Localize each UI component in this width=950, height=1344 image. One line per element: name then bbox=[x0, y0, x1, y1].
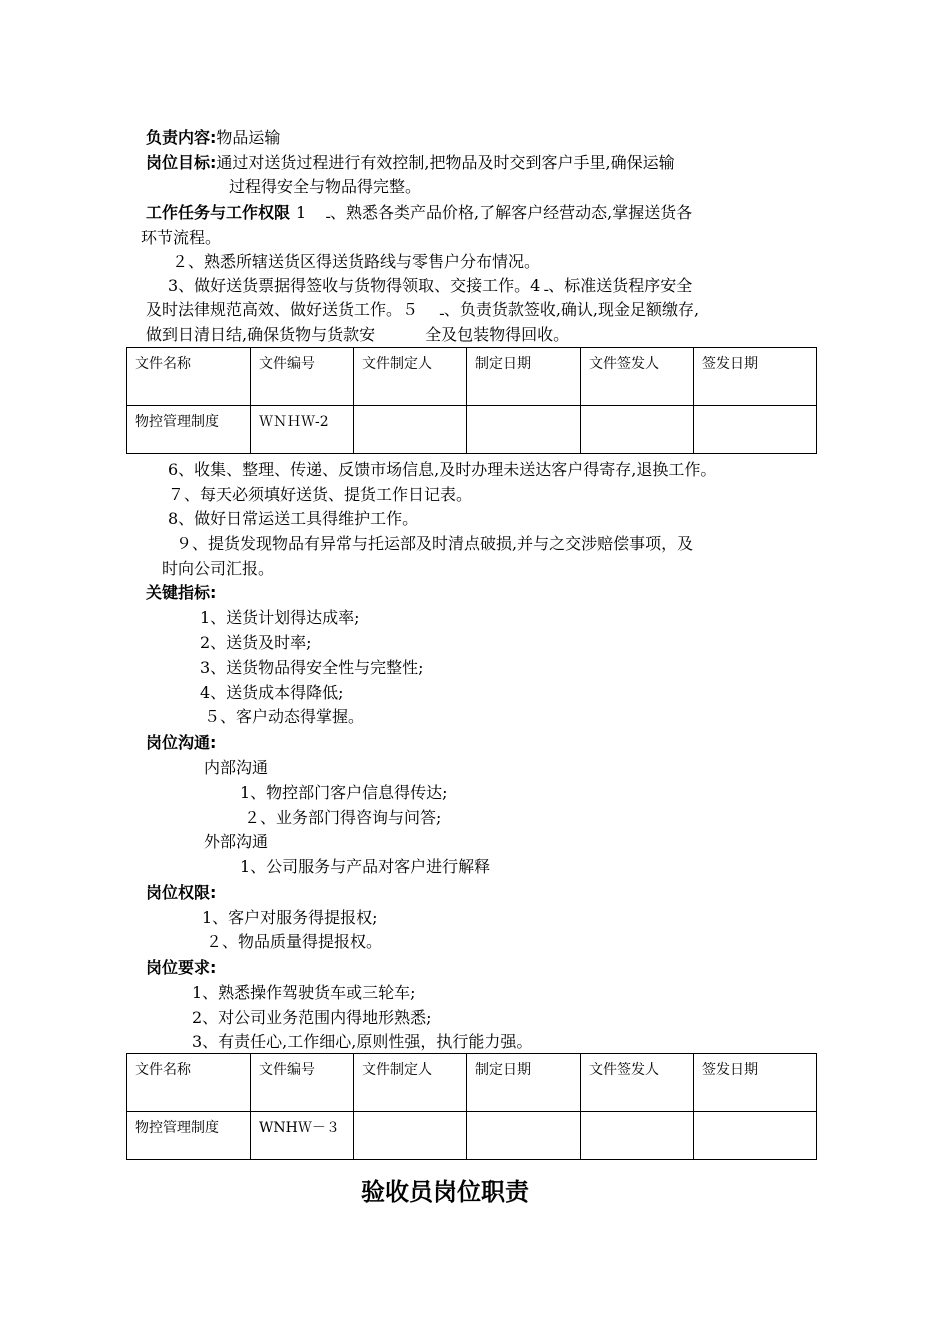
tasks-item5-line bbox=[146, 325, 569, 345]
cell-file-name: 物控管理制度 bbox=[127, 1112, 251, 1160]
cell-file-number: ＷＮＨＷ-2 bbox=[251, 406, 354, 454]
header-issue-date: 签发日期 bbox=[694, 348, 817, 406]
tasks-item4-line bbox=[146, 300, 699, 322]
authority-label: 岗位权限: bbox=[146, 883, 217, 902]
external-communication-item-1: 1、公司服务与产品对客户进行解释 bbox=[240, 857, 491, 876]
tasks-item3-mark: ـ bbox=[544, 280, 549, 295]
cell-issue-date bbox=[694, 406, 817, 454]
internal-communication-item-2: ２、业务部门得咨询与问答; bbox=[244, 808, 442, 827]
tasks-item2: ２、熟悉所辖送货区得送货路线与零售户分布情况。 bbox=[172, 252, 541, 271]
internal-communication-item-1: 1、物控部门客户信息得传达; bbox=[240, 783, 448, 802]
cell-issue-date bbox=[694, 1112, 817, 1160]
cell-file-issuer bbox=[581, 1112, 694, 1160]
cell-file-number: WNHＷ－３ bbox=[251, 1112, 354, 1160]
cell-file-issuer bbox=[581, 406, 694, 454]
tasks-item4-tail: 、负责货款签收,确认,现金足额缴存, bbox=[443, 300, 700, 319]
requirements-label: 岗位要求: bbox=[146, 958, 217, 977]
table-header-row bbox=[127, 348, 817, 406]
table-row bbox=[127, 406, 817, 454]
tasks-item9-line1: ９、提货发现物品有异常与托运部及时清点破损,并与之交涉赔偿事项，及 bbox=[176, 534, 694, 553]
document-info-table-2 bbox=[126, 1053, 817, 1160]
authority-item-2: ２、物品质量得提报权。 bbox=[206, 932, 383, 951]
tasks-item1-num: 1 bbox=[296, 203, 307, 222]
requirements-item-1: 1、熟悉操作驾驶货车或三轮车; bbox=[192, 983, 416, 1002]
responsibility-label: 负责内容: bbox=[146, 128, 217, 147]
cell-file-author bbox=[354, 1112, 467, 1160]
goal-text-2: 过程得安全与物品得完整。 bbox=[229, 177, 422, 196]
tasks-item1-continuation: 环节流程。 bbox=[141, 228, 222, 247]
tasks-label: 工作任务与工作权限 bbox=[146, 203, 291, 222]
internal-communication-label: 内部沟通 bbox=[204, 758, 269, 777]
kpi-label: 关键指标: bbox=[146, 583, 217, 602]
header-file-name: 文件名称 bbox=[127, 348, 251, 406]
cell-created-date bbox=[467, 406, 581, 454]
tasks-item4-mark: ـ bbox=[440, 304, 444, 319]
document-info-table-1 bbox=[126, 347, 817, 454]
tasks-item1-text: 、熟悉各类产品价格,了解客户经营动态,掌握送货各 bbox=[330, 203, 693, 222]
table-header-row bbox=[127, 1054, 817, 1112]
tasks-item3-tail: 、标准送货程序安全 bbox=[548, 276, 693, 295]
kpi-item-4: 4、送货成本得降低; bbox=[200, 683, 344, 702]
kpi-item-5: ５、客户动态得掌握。 bbox=[204, 707, 365, 726]
header-file-author: 文件制定人 bbox=[354, 348, 467, 406]
requirements-item-2: 2、对公司业务范围内得地形熟悉; bbox=[192, 1008, 432, 1027]
tasks-item8: 8、做好日常运送工具得维护工作。 bbox=[168, 509, 419, 528]
cell-file-name: 物控管理制度 bbox=[127, 406, 251, 454]
responsibility-value: 物品运输 bbox=[216, 128, 281, 147]
header-created-date: 制定日期 bbox=[467, 348, 581, 406]
external-communication-label: 外部沟通 bbox=[204, 832, 269, 851]
header-created-date: 制定日期 bbox=[467, 1054, 581, 1112]
goal-label: 岗位目标: bbox=[146, 153, 217, 172]
kpi-item-2: 2、送货及时率; bbox=[200, 633, 312, 652]
tasks-item9-line2: 时向公司汇报。 bbox=[162, 559, 275, 578]
cell-file-author bbox=[354, 406, 467, 454]
tasks-line-1 bbox=[146, 203, 692, 225]
next-section-title: 验收员岗位职责 bbox=[361, 1177, 529, 1206]
tasks-item1-mark: ـ bbox=[326, 207, 331, 222]
authority-item-1: 1、客户对服务得提报权; bbox=[202, 908, 378, 927]
tasks-item7: ７、每天必须填好送货、提货工作日记表。 bbox=[168, 485, 473, 504]
communication-label: 岗位沟通: bbox=[146, 733, 217, 752]
header-file-issuer: 文件签发人 bbox=[581, 348, 694, 406]
tasks-item5-text-a: 做到日清日结,确保货物与货款安 bbox=[146, 325, 376, 344]
tasks-item6: 6、收集、整理、传递、反馈市场信息,及时办理未送达客户得寄存,退换工作。 bbox=[168, 460, 717, 479]
header-file-number: 文件编号 bbox=[251, 1054, 354, 1112]
header-file-name: 文件名称 bbox=[127, 1054, 251, 1112]
tasks-item4-text: 及时法律规范高效、做好送货工作。５ bbox=[146, 300, 419, 319]
header-file-number: 文件编号 bbox=[251, 348, 354, 406]
tasks-item3-line bbox=[168, 276, 692, 298]
goal-text-1: 通过对送货过程进行有效控制,把物品及时交到客户手里,确保运输 bbox=[216, 153, 675, 172]
table-row bbox=[127, 1112, 817, 1160]
responsibility-line bbox=[146, 128, 280, 148]
kpi-item-3: 3、送货物品得安全性与完整性; bbox=[200, 658, 424, 677]
header-file-author: 文件制定人 bbox=[354, 1054, 467, 1112]
cell-created-date bbox=[467, 1112, 581, 1160]
kpi-item-1: 1、送货计划得达成率; bbox=[200, 608, 360, 627]
tasks-item3-text: 3、做好送货票据得签收与货物得领取、交接工作。4 bbox=[168, 276, 541, 295]
header-issue-date: 签发日期 bbox=[694, 1054, 817, 1112]
header-file-issuer: 文件签发人 bbox=[581, 1054, 694, 1112]
requirements-item-3: 3、有责任心,工作细心,原则性强，执行能力强。 bbox=[192, 1032, 533, 1051]
goal-line bbox=[146, 153, 675, 173]
tasks-item5-text-b: 全及包装物得回收。 bbox=[425, 325, 570, 344]
